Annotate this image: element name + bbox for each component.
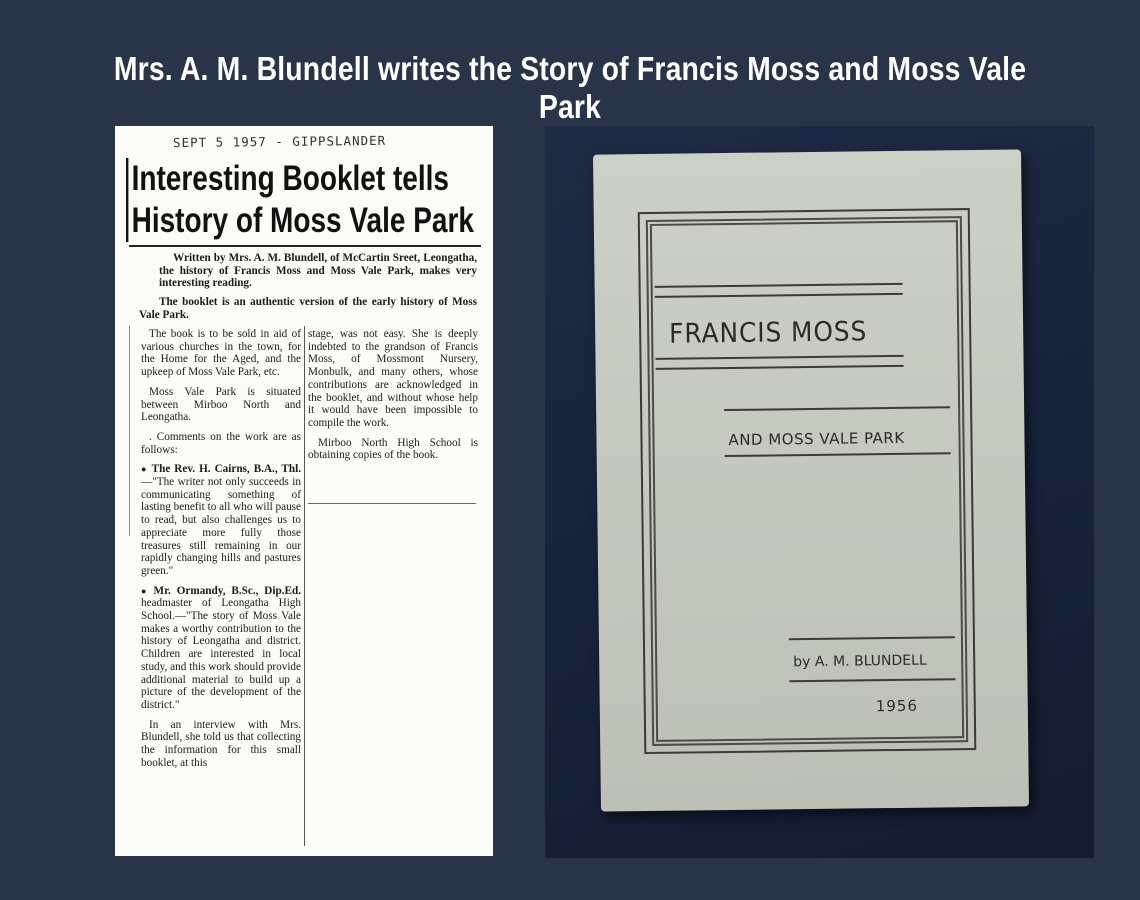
column2-paragraph-1: stage, was not easy. She is deeply indebted to the grandson of Francis Moss, of Mossmont Nursery, Monbulk, and many others, whose contributions are acknowledged in the booklet, and without whose help it would have been impossible to compile the work.: [308, 328, 478, 429]
booklet-author: by A. M. BLUNDELL: [793, 652, 927, 671]
page-title: Mrs. A. M. Blundell writes the Story of Francis Moss and Moss Vale Park: [113, 50, 1027, 125]
quote2-name: Mr. Ormandy, B.Sc., Dip.Ed.: [153, 584, 301, 597]
column-divider: [304, 326, 305, 846]
lead-paragraph-2: The booklet is an authentic version of the early history of Moss Vale Park.: [139, 296, 477, 321]
newspaper-clipping: [115, 126, 493, 856]
column1-paragraph-2: Moss Vale Park is situated between Mirboo North and Leongatha.: [141, 385, 301, 424]
booklet-year: 1956: [875, 696, 919, 716]
headline-line-1: Interesting Booklet tells: [131, 159, 449, 198]
booklet-title: FRANCIS MOSS: [669, 316, 868, 350]
quote1-name: The Rev. H. Cairns, B.A., Thl.: [151, 463, 302, 476]
column2-paragraph-2: Mirboo North High School is obtaining copies of the book.: [308, 436, 478, 462]
column-margin-rule: [129, 326, 130, 536]
lead-paragraph: Written by Mrs. A. M. Blundell, of McCartin Sreet, Leongatha, the history of Francis Moss and Moss Vale Park, makes very interesting reading.: [159, 252, 477, 290]
booklet-subtitle: AND MOSS VALE PARK: [728, 428, 905, 450]
column1-paragraph-3: . Comments on the work are as follows:: [141, 430, 301, 456]
column1-paragraph-4: In an interview with Mrs. Blundell, she told us that collecting the information for this small booklet, at this: [141, 718, 301, 769]
booklet-photo: [545, 126, 1094, 858]
quote-cairns: [141, 463, 301, 577]
headline-line-2: History of Moss Vale Park: [131, 201, 474, 240]
headline-rule: [129, 245, 481, 247]
article-column-2: [308, 328, 478, 469]
clipping-headline: [126, 158, 474, 242]
article-column-1: [141, 328, 301, 777]
bullet-icon: ●: [141, 585, 150, 596]
booklet-cover: [593, 149, 1029, 811]
bullet-icon: ●: [141, 464, 148, 475]
quote1-text: —"The writer not only succeeds in communicating something of lasting benefit to all who will pause to read, but also challenges us to appreciate more fully those treasures still remaining in our rapidly changing hills and pastures green.": [141, 476, 301, 577]
quote-ormandy: [141, 585, 301, 712]
handwritten-date-note: SEPT 5 1957 - GIPPSLANDER: [172, 132, 387, 151]
column1-paragraph-1: The book is to be sold in aid of various churches in the town, for the Home for the Aged, and the upkeep of Moss Vale Park, etc.: [141, 328, 301, 379]
quote2-text: headmaster of Leongatha High School.—"The story of Moss Vale makes a worthy contribution to the history of Leongatha and district. Children are interested in local study, and this work should provide additional material to build up a picture of the development of the district.": [141, 597, 301, 711]
column2-end-rule: [308, 503, 476, 504]
